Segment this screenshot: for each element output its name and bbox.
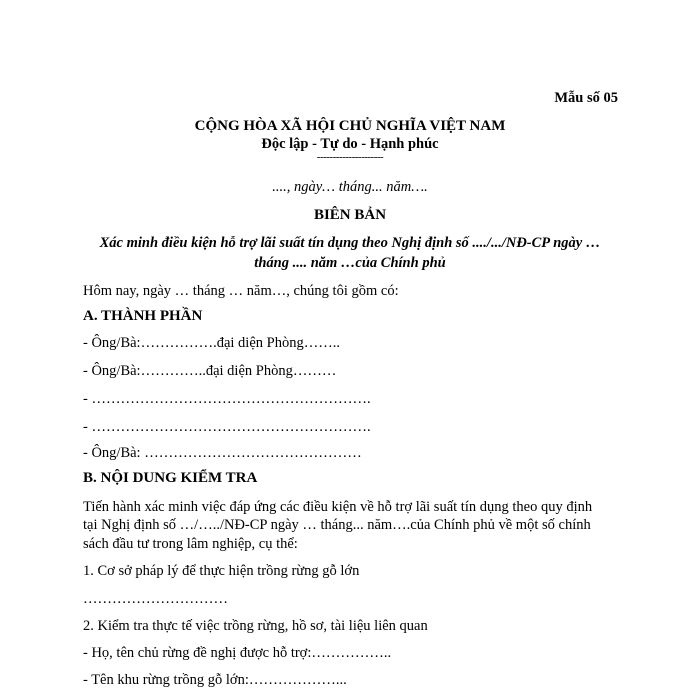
- paragraph-line: sách đầu tư trong lâm nghiệp, cụ thể:: [83, 536, 298, 552]
- country-name: CỘNG HÒA XÃ HỘI CHỦ NGHĨA VIỆT NAM: [194, 118, 506, 134]
- member-line: - Ông/Bà: ………………………………………: [83, 445, 362, 461]
- item-1-heading: 1. Cơ sở pháp lý để thực hiện trồng rừng gỗ lớn: [83, 563, 360, 579]
- item-1-blank: …………………………: [83, 591, 228, 607]
- item-2-line: - Tên khu rừng trồng gỗ lớn:………………...: [83, 672, 347, 688]
- national-motto: Độc lập - Tự do - Hạnh phúc: [261, 136, 439, 152]
- intro-line: Hôm nay, ngày … tháng … năm…, chúng tôi gồm có:: [83, 283, 399, 299]
- section-a-heading: A. THÀNH PHẦN: [83, 308, 203, 324]
- document-subtitle-line2: tháng .... năm …của Chính phủ: [254, 255, 446, 271]
- member-line: - Ông/Bà:…………….đại diện Phòng……..: [83, 335, 340, 351]
- member-line: - Ông/Bà:…………..đại diện Phòng………: [83, 363, 337, 379]
- document-title: BIÊN BẢN: [313, 207, 387, 223]
- item-2-heading: 2. Kiểm tra thực tế việc trồng rừng, hồ sơ, tài liệu liên quan: [83, 618, 428, 634]
- paragraph-line: tại Nghị định số …/…../NĐ-CP ngày … tháng... năm….của Chính phủ về một số chính: [83, 517, 591, 533]
- section-b-heading: B. NỘI DUNG KIỂM TRA: [83, 470, 258, 486]
- date-line: ...., ngày… tháng... năm….: [272, 179, 428, 195]
- item-2-line: - Họ, tên chủ rừng đề nghị được hỗ trợ:……………..: [83, 645, 392, 661]
- document-subtitle-line1: Xác minh điều kiện hỗ trợ lãi suất tín dụng theo Nghị định số ..../.../NĐ-CP ngày …: [99, 235, 601, 251]
- paragraph-line: Tiến hành xác minh việc đáp ứng các điều kiện về hỗ trợ lãi suất tín dụng theo quy định: [83, 499, 593, 515]
- member-line: - ………………………………………………….: [83, 391, 371, 407]
- member-line: - ………………………………………………….: [83, 419, 371, 435]
- header-separator: ---------------------: [316, 151, 384, 163]
- form-number: Mẫu số 05: [554, 90, 618, 106]
